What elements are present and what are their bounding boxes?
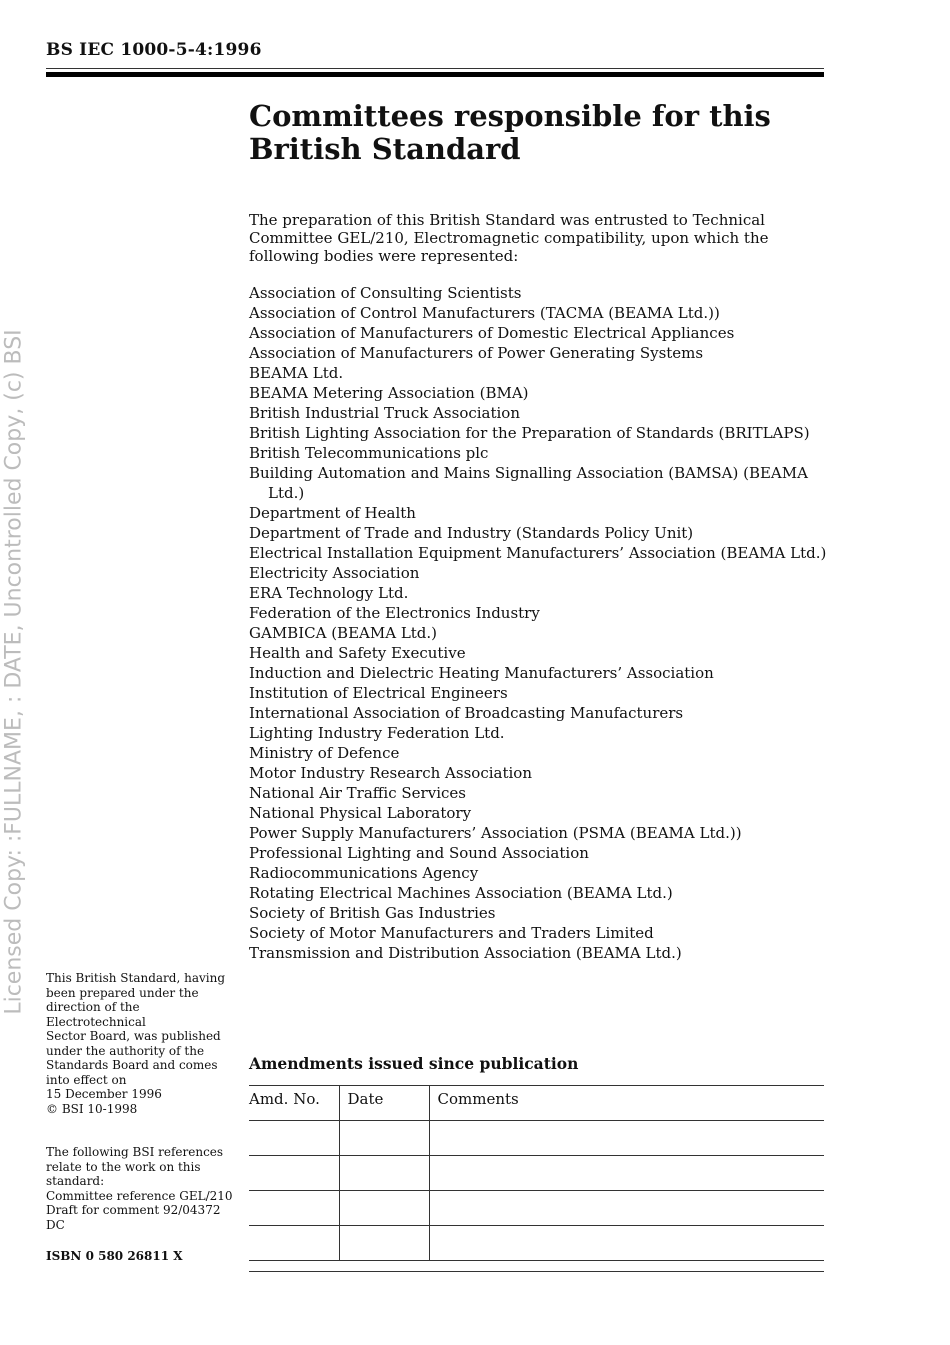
table-cell (249, 1121, 339, 1156)
list-item: Health and Safety Executive (249, 644, 466, 662)
list-item: BEAMA Ltd. (249, 364, 344, 382)
list-item: Rotating Electrical Machines Association (BEAMA Ltd.) (249, 884, 673, 902)
table-row (249, 1226, 824, 1261)
table-cell (249, 1226, 339, 1261)
publication-note-line: 15 December 1996 (46, 1087, 162, 1101)
list-item: Institution of Electrical Engineers (249, 684, 508, 702)
table-cell (429, 1191, 824, 1226)
represented-bodies-list (249, 283, 829, 963)
list-item: Association of Control Manufacturers (TACMA (BEAMA Ltd.)) (249, 304, 720, 322)
list-item: Electrical Installation Equipment Manufacturers’ Association (BEAMA Ltd.) (249, 544, 827, 562)
copyright-note: © BSI 10-1998 (46, 1102, 138, 1116)
list-item: Professional Lighting and Sound Association (249, 844, 589, 862)
list-item: British Industrial Truck Association (249, 404, 521, 422)
column-header-amd-no: Amd. No. (249, 1086, 339, 1121)
publication-note-line: under the authority of the (46, 1043, 205, 1058)
amendments-table (249, 1085, 824, 1261)
table-cell (249, 1191, 339, 1226)
list-item: International Association of Broadcasting Manufacturers (249, 704, 684, 722)
list-item: British Lighting Association for the Preparation of Standards (BRITLAPS) (249, 424, 810, 442)
amendments-body (249, 1121, 824, 1261)
list-item: Lighting Industry Federation Ltd. (249, 724, 505, 742)
list-item: Association of Consulting Scientists (249, 284, 522, 302)
references-note-line: standard: (46, 1174, 105, 1188)
list-item: GAMBICA (BEAMA Ltd.) (249, 624, 438, 642)
license-watermark: Licensed Copy: :FULLNAME, : DATE, Uncontrolled Copy, (c) BSI (1, 329, 27, 1015)
references-note-line: Committee reference GEL/210 (46, 1188, 233, 1203)
publication-note-line: This British Standard, having (46, 971, 226, 985)
table-row (249, 1156, 824, 1191)
table-cell (339, 1226, 429, 1261)
list-item: Radiocommunications Agency (249, 864, 479, 882)
list-item: Building Automation and Mains Signalling Association (BAMSA) (BEAMA Ltd.) (249, 464, 808, 502)
list-item: Transmission and Distribution Association (BEAMA Ltd.) (249, 944, 682, 962)
references-note-line: The following BSI references (46, 1145, 224, 1159)
isbn: ISBN 0 580 26811 X (46, 1249, 183, 1263)
list-item: Federation of the Electronics Industry (249, 604, 540, 622)
table-cell (249, 1156, 339, 1191)
list-item: British Telecommunications plc (249, 444, 489, 462)
intro-paragraph: The preparation of this British Standard was entrusted to Technical Committee GEL/210, Electromagnetic compatibility, upon which the following bodies were represented: (249, 211, 769, 265)
header-rule-thick (46, 72, 824, 77)
publication-note-line: Sector Board, was published (46, 1029, 221, 1043)
table-cell (339, 1156, 429, 1191)
list-item: Department of Trade and Industry (Standards Policy Unit) (249, 524, 694, 542)
list-item: Induction and Dielectric Heating Manufacturers’ Association (249, 664, 714, 682)
publication-note-line: direction of the Electrotechnical (46, 1000, 146, 1029)
list-item: Association of Manufacturers of Domestic Electrical Appliances (249, 324, 735, 342)
list-item: Society of British Gas Industries (249, 904, 496, 922)
table-cell (339, 1191, 429, 1226)
standard-number: BS IEC 1000-5-4:1996 (46, 40, 262, 60)
header-rule-thin (46, 68, 824, 69)
title-line-2: British Standard (249, 132, 521, 166)
main-content (249, 100, 829, 963)
publication-note-line: into effect on (46, 1072, 127, 1087)
publication-note-line: Standards Board and comes (46, 1058, 218, 1072)
table-row (249, 1121, 824, 1156)
amendments-heading: Amendments issued since publication (249, 1054, 579, 1073)
column-header-date: Date (339, 1086, 429, 1121)
list-item: Electricity Association (249, 564, 420, 582)
list-item: Power Supply Manufacturers’ Association (PSMA (BEAMA Ltd.)) (249, 824, 742, 842)
references-note-line: relate to the work on this (46, 1159, 201, 1174)
list-item: Department of Health (249, 504, 416, 522)
bsi-references-note (46, 1145, 241, 1232)
list-item: Motor Industry Research Association (249, 764, 532, 782)
list-item: Society of Motor Manufacturers and Traders Limited (249, 924, 654, 942)
table-cell (429, 1121, 824, 1156)
list-item: National Air Traffic Services (249, 784, 466, 802)
publication-note (46, 971, 241, 1102)
table-cell (339, 1121, 429, 1156)
amendments-header-row (249, 1086, 824, 1121)
list-item: National Physical Laboratory (249, 804, 472, 822)
table-cell (429, 1226, 824, 1261)
list-item: Association of Manufacturers of Power Generating Systems (249, 344, 704, 362)
list-item: Ministry of Defence (249, 744, 400, 762)
list-item: BEAMA Metering Association (BMA) (249, 384, 529, 402)
column-header-comments: Comments (429, 1086, 824, 1121)
list-item: ERA Technology Ltd. (249, 584, 409, 602)
page-title (249, 100, 829, 166)
publication-note-line: been prepared under the (46, 985, 199, 1000)
title-line-1: Committees responsible for this (249, 99, 771, 133)
footer-rule (249, 1271, 824, 1272)
table-cell (429, 1156, 824, 1191)
table-row (249, 1191, 824, 1226)
references-note-line: Draft for comment 92/04372 DC (46, 1203, 221, 1232)
